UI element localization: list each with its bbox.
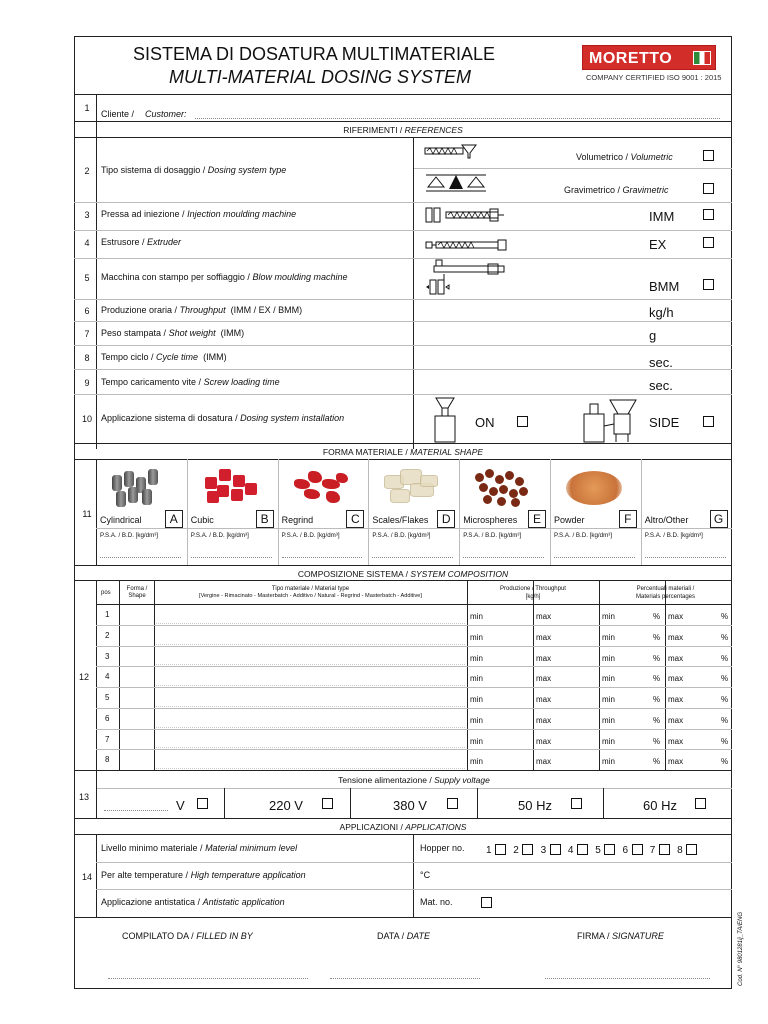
material-granule	[475, 473, 484, 482]
material-granule	[495, 475, 504, 484]
material-granule	[489, 487, 498, 496]
material-shape-option[interactable]: D	[437, 510, 455, 528]
row-number: 6	[84, 306, 90, 316]
material-shape-name: Cylindrical	[100, 515, 142, 525]
throughput-max-label: max	[536, 715, 552, 725]
material-granule	[515, 477, 524, 486]
customer-field[interactable]	[195, 118, 720, 119]
bulk-density-label: P.S.A. / B.D. [kg/dm³]	[463, 532, 522, 539]
signature-field[interactable]	[545, 978, 710, 979]
voltage-other-field[interactable]	[104, 810, 168, 811]
col-throughput-title: Produzione / Throughput	[500, 586, 566, 592]
composition-pos: 5	[105, 693, 110, 702]
gravimetric-checkbox[interactable]	[703, 183, 714, 194]
material-shape-name: Cubic	[190, 515, 214, 525]
throughput-min-label: min	[470, 695, 483, 704]
hopper-checkbox[interactable]	[577, 844, 588, 855]
row-number: 4	[84, 238, 90, 248]
italy-flag-icon	[693, 51, 711, 65]
material-granule	[294, 479, 310, 489]
material-type-field[interactable]	[156, 747, 465, 748]
col-type-title: Tipo materiale / Material type	[271, 586, 350, 592]
bulk-density-label: P.S.A. / B.D. [kg/dm³]	[372, 532, 431, 539]
applications-header: APPLICAZIONI / APPLICATIONS	[339, 822, 467, 832]
throughput-max-label: max	[536, 757, 552, 767]
side-doser-icon	[582, 396, 642, 444]
percent-max-label: max	[668, 653, 684, 663]
material-photo	[108, 465, 172, 509]
customer-label-en: Customer:	[145, 109, 187, 119]
percent-max-unit: %	[721, 674, 729, 684]
unit-shot-weight: g	[649, 328, 657, 343]
date-field[interactable]	[330, 978, 480, 979]
hopper-checkbox[interactable]	[522, 844, 533, 855]
hopper-number: 8	[677, 845, 683, 856]
side-label: SIDE	[649, 415, 680, 430]
percent-max-unit: %	[721, 757, 729, 767]
throughput-min-label: min	[470, 653, 483, 663]
col-type-sub: [Vergine - Rimacinato - Masterbatch - Additivo / Natural - Regrind - Masterbatch - Additive]	[199, 593, 422, 599]
row-label: Tempo ciclo / Cycle time (IMM)	[101, 352, 227, 362]
percent-max-label: max	[668, 612, 684, 621]
title-en: MULTI-MATERIAL DOSING SYSTEM	[169, 67, 472, 87]
percent-min-label: min	[602, 653, 615, 663]
filled-in-by-label: COMPILATO DA / FILLED IN BY	[122, 931, 253, 941]
hopper-checkbox[interactable]	[604, 844, 615, 855]
percent-min-label: min	[602, 715, 615, 725]
mat-no-label: Mat. no.	[420, 897, 453, 907]
blow-moulding-icon	[424, 258, 508, 298]
row-label: Macchina con stampo per soffiaggio / Blow moulding machine	[101, 272, 348, 282]
material-photo	[199, 465, 263, 509]
percent-min-unit: %	[653, 612, 661, 621]
material-shape-name: Microspheres	[463, 515, 518, 525]
bulk-density-field[interactable]	[554, 557, 635, 558]
material-granule	[519, 487, 528, 496]
row-number: 10	[81, 414, 92, 424]
throughput-min-label: min	[470, 674, 483, 684]
app-antistatic-label: Applicazione antistatica / Antistatic application	[101, 897, 285, 907]
temperature-unit: °C	[420, 870, 431, 880]
composition-pos: 3	[105, 651, 110, 661]
date-label: DATA / DATE	[377, 931, 431, 941]
col-percent-title: Percentuali materiali /	[636, 586, 695, 592]
percent-max-label: max	[668, 736, 684, 746]
percent-min-unit: %	[653, 632, 661, 642]
hopper-number: 1	[486, 845, 492, 856]
percent-max-unit: %	[721, 632, 729, 642]
unit-screw-loading: sec.	[649, 378, 673, 393]
hopper-number: 3	[540, 845, 547, 856]
material-granule	[124, 471, 134, 487]
percent-min-unit: %	[653, 674, 661, 684]
row-number: 3	[84, 210, 90, 220]
freq-50-checkbox[interactable]	[571, 798, 582, 809]
material-granule	[497, 497, 506, 506]
percent-min-unit: %	[653, 736, 661, 746]
throughput-min-label: min	[470, 632, 483, 642]
material-granule	[142, 489, 152, 505]
hopper-checkbox[interactable]	[550, 844, 561, 855]
percent-max-label: max	[668, 715, 684, 725]
throughput-min-label: min	[470, 736, 483, 746]
material-granule	[245, 483, 257, 495]
material-granule	[205, 477, 217, 489]
material-shape-option[interactable]: A	[165, 510, 183, 528]
references-header: RIFERIMENTI / REFERENCES	[343, 125, 463, 135]
percent-max-unit: %	[721, 736, 729, 746]
percent-min-unit: %	[653, 695, 661, 704]
customer-label-it: Cliente /	[101, 109, 135, 119]
material-shape-option[interactable]: G	[710, 510, 728, 528]
material-type-field[interactable]	[156, 706, 465, 707]
bulk-density-field[interactable]	[463, 557, 544, 558]
material-granule	[499, 485, 508, 494]
voltage-380-label: 380 V	[393, 798, 427, 813]
unit-cycle-time: sec.	[649, 355, 673, 370]
percent-max-label: max	[668, 632, 684, 642]
hopper-no-label: Hopper no.	[420, 843, 465, 853]
material-granule	[308, 471, 322, 483]
bulk-density-field[interactable]	[100, 557, 181, 558]
row-label: Produzione oraria / Throughput (IMM / EX / BMM)	[101, 305, 303, 315]
throughput-max-label: max	[536, 653, 552, 663]
material-shape-option[interactable]: C	[346, 510, 364, 528]
volumetric-doser-icon	[424, 143, 478, 161]
bulk-density-label: P.S.A. / B.D. [kg/dm³]	[554, 532, 612, 539]
throughput-min-label: min	[470, 757, 483, 767]
material-granule	[231, 489, 243, 501]
bmm-label: BMM	[649, 279, 680, 294]
material-granule	[219, 469, 231, 481]
material-shape-name: Scales/Flakes	[372, 515, 429, 525]
row-number: 8	[84, 353, 90, 363]
material-granule	[112, 475, 122, 491]
material-photo	[562, 465, 626, 509]
unit-throughput: kg/h	[649, 305, 674, 320]
throughput-max-label: max	[536, 612, 552, 621]
imm-checkbox[interactable]	[703, 209, 714, 220]
ex-label: EX	[649, 237, 667, 252]
row-label: Peso stampata / Shot weight (IMM)	[101, 328, 245, 338]
row-number: 11	[82, 509, 92, 519]
percent-min-label: min	[602, 674, 615, 684]
percent-max-label: max	[668, 674, 684, 684]
hopper-checkbox[interactable]	[659, 844, 670, 855]
filled-in-by-field[interactable]	[108, 978, 308, 979]
material-shape-header: FORMA MATERIALE / MATERIAL SHAPE	[322, 447, 484, 457]
composition-pos: 7	[105, 734, 110, 744]
throughput-min-label: min	[470, 715, 483, 725]
material-granule	[505, 471, 514, 480]
composition-pos: 8	[105, 755, 110, 765]
throughput-max-label: max	[536, 695, 552, 704]
imm-label: IMM	[649, 209, 675, 224]
extruder-icon	[424, 238, 508, 252]
material-shape-option[interactable]: F	[619, 510, 637, 528]
col-percent-sub: Materials percentages	[635, 594, 696, 600]
supply-voltage-header: Tensione alimentazione / Supply voltage	[338, 775, 490, 785]
material-type-field[interactable]	[156, 768, 465, 769]
material-granule	[207, 491, 219, 503]
throughput-max-label: max	[536, 632, 552, 642]
voltage-v-checkbox[interactable]	[197, 798, 208, 809]
material-type-field[interactable]	[156, 623, 465, 624]
voltage-v-label: V	[176, 798, 185, 813]
bulk-density-field[interactable]	[645, 557, 726, 558]
app-high-temp-label: Per alte temperature / High temperature application	[101, 870, 306, 880]
composition-pos: 1	[105, 610, 110, 619]
material-shape-name: Regrind	[281, 515, 314, 525]
side-checkbox[interactable]	[703, 416, 714, 427]
material-photo	[290, 465, 354, 509]
row-label: Tipo sistema di dosaggio / Dosing system type	[101, 165, 287, 175]
percent-max-unit: %	[721, 695, 729, 704]
throughput-min-label: min	[470, 612, 483, 621]
row-label: Pressa ad iniezione / Injection moulding machine	[101, 209, 297, 219]
signature-label: FIRMA / SIGNATURE	[577, 931, 664, 941]
row-label: Applicazione sistema di dosatura / Dosing system installation	[101, 413, 345, 423]
row-number: 14	[81, 872, 92, 882]
material-granule	[336, 473, 348, 483]
on-checkbox[interactable]	[517, 416, 528, 427]
iso-cert: COMPANY CERTIFIED ISO 9001 : 2015	[586, 73, 722, 82]
row-number: 9	[84, 378, 90, 388]
material-granule	[509, 489, 518, 498]
col-shape: Forma / Shape	[126, 586, 148, 600]
hopper-checkbox[interactable]	[632, 844, 643, 855]
material-granule	[148, 469, 158, 485]
material-granule	[326, 491, 340, 503]
percent-min-label: min	[602, 612, 615, 621]
freq-50-label: 50 Hz	[518, 798, 552, 813]
on-label: ON	[475, 415, 495, 430]
material-granule	[566, 471, 622, 505]
bulk-density-field[interactable]	[191, 557, 272, 558]
bmm-checkbox[interactable]	[703, 279, 714, 290]
row-number: 12	[78, 672, 89, 682]
percent-min-unit: %	[653, 715, 661, 725]
system-composition-header: COMPOSIZIONE SISTEMA / SYSTEM COMPOSITION	[297, 569, 509, 579]
app-min-level-label: Livello minimo materiale / Material minimum level	[101, 843, 298, 853]
material-granule	[390, 489, 410, 503]
percent-max-label: max	[668, 757, 684, 767]
hopper-number: 2	[513, 845, 519, 856]
material-type-field[interactable]	[156, 664, 465, 665]
percent-max-label: max	[668, 695, 684, 704]
material-shape-name: Powder	[554, 515, 585, 525]
gravimetric-label: Gravimetrico / Gravimetric	[564, 185, 669, 195]
row-label: Tempo caricamento vite / Screw loading time	[101, 377, 280, 387]
mat-no-checkbox[interactable]	[481, 897, 492, 908]
volumetric-checkbox[interactable]	[703, 150, 714, 161]
material-type-field[interactable]	[156, 685, 465, 686]
injection-machine-icon	[424, 205, 506, 225]
row-label: Estrusore / Extruder	[101, 237, 182, 247]
row-number: 13	[78, 792, 89, 802]
moretto-logo	[582, 45, 716, 70]
hopper-number: 4	[567, 845, 574, 856]
voltage-380-checkbox[interactable]	[447, 798, 458, 809]
material-photo	[471, 465, 535, 509]
col-throughput-unit: [kg/h]	[525, 594, 541, 600]
voltage-220-label: 220 V	[269, 798, 303, 813]
on-machine-doser-icon	[432, 396, 458, 444]
hopper-number: 6	[622, 845, 629, 856]
composition-pos: 6	[105, 713, 110, 723]
document-code: Cod. N° 9801281ij_TA/ENG	[738, 912, 744, 986]
row-number: 1	[84, 103, 90, 113]
material-shape-option[interactable]: B	[256, 510, 274, 528]
material-type-field[interactable]	[156, 727, 465, 728]
percent-min-label: min	[602, 736, 615, 746]
material-granule	[485, 469, 494, 478]
material-granule	[420, 475, 438, 487]
throughput-max-label: max	[536, 674, 552, 684]
material-type-field[interactable]	[156, 644, 465, 645]
composition-pos: 2	[105, 630, 110, 640]
bulk-density-field[interactable]	[282, 557, 363, 558]
percent-max-unit: %	[721, 653, 729, 663]
material-granule	[128, 487, 138, 503]
voltage-220-checkbox[interactable]	[322, 798, 333, 809]
percent-min-label: min	[602, 632, 615, 642]
bulk-density-label: P.S.A. / B.D. [kg/dm³]	[644, 532, 703, 539]
hopper-number: 7	[649, 845, 656, 856]
material-shape-name: Altro/Other	[644, 515, 689, 525]
hopper-number: 5	[595, 845, 601, 856]
percent-min-label: min	[602, 757, 615, 767]
material-granule	[479, 483, 488, 492]
percent-min-unit: %	[653, 757, 661, 767]
material-shape-option[interactable]: E	[528, 510, 546, 528]
percent-max-unit: %	[721, 715, 729, 725]
freq-60-checkbox[interactable]	[695, 798, 706, 809]
row-number: 5	[84, 273, 90, 283]
percent-min-unit: %	[653, 653, 661, 663]
material-granule	[233, 475, 245, 487]
title-it: SISTEMA DI DOSATURA MULTIMATERIALE	[133, 44, 496, 64]
row-number: 7	[84, 329, 90, 339]
bulk-density-label: P.S.A. / B.D. [kg/dm³]	[281, 532, 340, 539]
ex-checkbox[interactable]	[703, 237, 714, 248]
gravimetric-scale-icon	[424, 171, 488, 195]
bulk-density-label: P.S.A. / B.D. [kg/dm³]	[100, 532, 158, 539]
percent-max-unit: %	[721, 612, 729, 621]
hopper-checkbox[interactable]	[686, 844, 697, 855]
material-granule	[116, 491, 126, 507]
bulk-density-field[interactable]	[372, 557, 453, 558]
material-granule	[511, 498, 520, 507]
freq-60-label: 60 Hz	[643, 798, 677, 813]
material-granule	[304, 489, 320, 499]
row-number: 2	[84, 166, 90, 176]
hopper-checkbox[interactable]	[495, 844, 506, 855]
logo-text: MORETTO	[589, 50, 673, 67]
material-granule	[483, 495, 492, 504]
composition-pos: 4	[105, 672, 110, 682]
col-pos: pos	[101, 590, 111, 596]
volumetric-label: Volumetrico / Volumetric	[576, 152, 673, 162]
throughput-max-label: max	[536, 736, 552, 746]
bulk-density-label: P.S.A. / B.D. [kg/dm³]	[190, 532, 249, 539]
percent-min-label: min	[602, 695, 615, 704]
material-photo	[380, 465, 444, 509]
